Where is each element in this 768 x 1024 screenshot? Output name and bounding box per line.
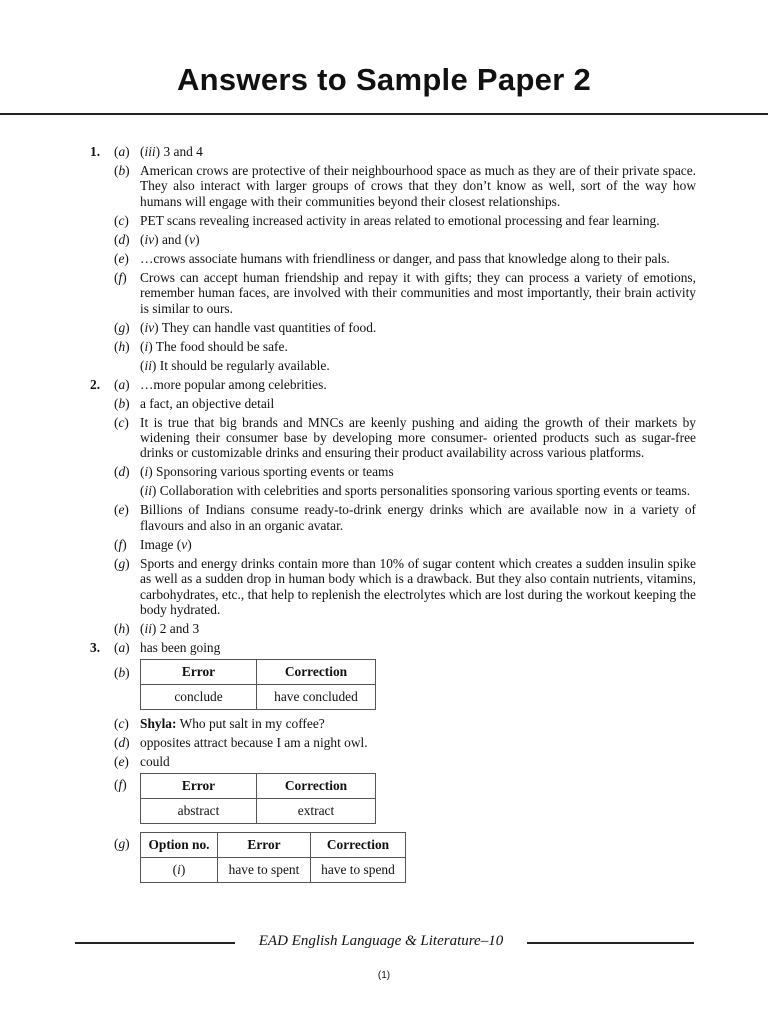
- q2-c: (c) It is true that big brands and MNCs are keenly pushing and aiding the growth of their markets by widening their consumer base by developing more consumer- oriented products such as sugar-free drinks or customizable drinks and ensuring their product availability across various platforms.: [114, 414, 696, 461]
- option-error-correction-table: Option no. Error Correction (i) have to spent have to spend: [140, 832, 406, 883]
- table-cell: (i): [141, 858, 218, 883]
- table-cell: conclude: [141, 685, 257, 710]
- q1-d: (d) (iv) and (v): [114, 231, 200, 247]
- footer-rule-left: [75, 942, 235, 944]
- q3-a: 3. (a) has been going: [90, 640, 221, 656]
- q1-g: (g) (iv) They can handle vast quantities of food.: [114, 319, 377, 335]
- table-cell: extract: [257, 799, 376, 824]
- question-number: 3.: [90, 640, 101, 656]
- title-rule: [0, 113, 768, 115]
- table-cell: have to spent: [218, 858, 311, 883]
- q2-g: (g) Sports and energy drinks contain more than 10% of sugar content which creates a sudden insulin spike as well as a sudden drop in human body which is a drawback. But they also contain nutrients, vitamins, carbohydrates, etc., that help to replenish the electrolytes which are lost during the workout keeping the body hydrated.: [114, 555, 696, 618]
- q3-b: (b) Error Correction conclude have concluded: [82, 659, 696, 710]
- q3-c: (c) Shyla: Who put salt in my coffee?: [114, 716, 325, 732]
- error-correction-table: Error Correction conclude have concluded: [140, 659, 376, 710]
- q3-e: (e) could: [114, 754, 170, 770]
- q3-f: (f) Error Correction abstract extract: [82, 773, 696, 824]
- q2-d: (d) (i) Sponsoring various sporting events or teams (ii) Collaboration with celebrities and sports personalities sponsoring various sporting events or teams.: [114, 464, 691, 499]
- q1-e: (e) …crows associate humans with friendliness or danger, and pass that knowledge along to their pals.: [114, 250, 670, 266]
- table-cell: have concluded: [257, 685, 376, 710]
- q1-f: (f) Crows can accept human friendship and repay it with gifts; they can process a variety of emotions, remember human faces, are involved with their communities and most importantly, their brain activity is similar to ours.: [114, 269, 696, 316]
- q3-g: (g) Option no. Error Correction (i) have to spent have to spend: [82, 832, 696, 883]
- q2-b: (b) a fact, an objective detail: [114, 395, 275, 411]
- table-cell: have to spend: [311, 858, 406, 883]
- q1-h: (h) (i) The food should be safe. (ii) It should be regularly available.: [114, 338, 330, 373]
- footer-rule-right: [527, 942, 694, 944]
- question-number: 2.: [90, 376, 101, 392]
- q2-a: 2. (a) …more popular among celebrities.: [90, 376, 327, 392]
- question-number: 1.: [90, 144, 101, 159]
- error-correction-table: Error Correction abstract extract: [140, 773, 376, 824]
- q1-b: (b) American crows are protective of their neighbourhood space as much as they are of their private space. They also interact with larger groups of crows that they don’t know as well, sort of the way how humans will engage with their communities beyond their closest relationships.: [114, 163, 696, 209]
- page-number: (1): [377, 970, 391, 981]
- q1-c: (c) PET scans revealing increased activity in areas related to emotional processing and fear learning.: [114, 212, 660, 228]
- page-title: Answers to Sample Paper 2: [176, 62, 592, 97]
- footer-title: EAD English Language & Literature–10: [258, 933, 504, 949]
- answers-body: [82, 144, 696, 889]
- q3-d: (d) opposites attract because I am a night owl.: [114, 735, 368, 751]
- q2-f: (f) Image (v): [114, 536, 192, 552]
- q2-h: (h) (ii) 2 and 3: [114, 621, 200, 637]
- q2-e: (e) Billions of Indians consume ready-to-drink energy drinks which are available now in a variety of flavours and also in an organic avatar.: [114, 502, 696, 533]
- table-cell: abstract: [141, 799, 257, 824]
- q1-a: 1. (a) (iii) 3 and 4: [90, 144, 203, 159]
